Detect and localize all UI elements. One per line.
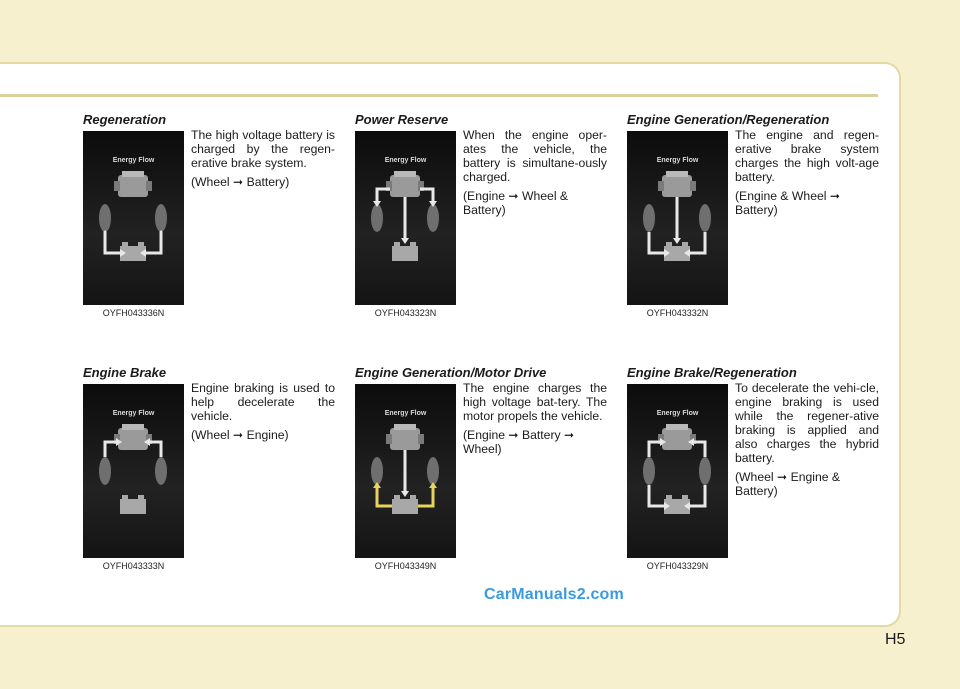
battery-icon bbox=[392, 242, 418, 261]
section-title: Power Reserve bbox=[355, 112, 449, 127]
energy-flow-thumbnail bbox=[627, 131, 728, 305]
thumbnail-label: Energy Flow bbox=[656, 157, 699, 164]
thumbnail-label: Energy Flow bbox=[656, 410, 699, 417]
flow-text: (Wheel ➞ Engine & Battery) bbox=[735, 470, 841, 498]
flow-text: (Engine ➞ Battery ➞ Wheel) bbox=[463, 428, 575, 456]
flow-arrow bbox=[146, 232, 161, 253]
section-engine-brake-regeneration bbox=[627, 365, 882, 585]
flow-arrow bbox=[690, 232, 705, 253]
engine-icon bbox=[386, 171, 424, 197]
wheel-icon bbox=[371, 457, 383, 485]
wheel-icon bbox=[427, 204, 439, 232]
section-description bbox=[463, 128, 607, 217]
page-number: H5 bbox=[885, 631, 906, 648]
engine-icon bbox=[658, 424, 696, 450]
section-title: Engine Brake bbox=[83, 365, 167, 380]
energy-flow-thumbnail bbox=[83, 384, 184, 558]
battery-icon bbox=[120, 495, 146, 514]
energy-flow-thumbnail bbox=[627, 384, 728, 558]
section-description bbox=[735, 128, 879, 217]
wheel-icon bbox=[643, 204, 655, 232]
wheel-icon bbox=[371, 204, 383, 232]
header-rule bbox=[0, 94, 878, 97]
description-text: To decelerate the vehi-cle, engine braking is used while the regener-ative braking is applied and also charges the hybrid battery. bbox=[735, 381, 879, 465]
flow-text: (Wheel ➞ Battery) bbox=[191, 175, 290, 189]
energy-flow-thumbnail bbox=[83, 131, 184, 305]
section-description bbox=[191, 381, 335, 442]
section-description bbox=[191, 128, 335, 189]
wheel-icon bbox=[643, 457, 655, 485]
section-title: Regeneration bbox=[83, 112, 167, 127]
engine-icon bbox=[658, 171, 696, 197]
flow-arrow bbox=[690, 485, 705, 506]
section-engine-generation-motor-drive bbox=[355, 365, 610, 585]
battery-icon bbox=[664, 495, 690, 514]
image-code: OYFH043349N bbox=[374, 561, 437, 571]
section-title: Engine Generation/Regeneration bbox=[627, 112, 830, 127]
engine-icon bbox=[114, 424, 152, 450]
thumbnail-label: Energy Flow bbox=[384, 157, 427, 164]
wheel-icon bbox=[699, 204, 711, 232]
wheel-icon bbox=[155, 457, 167, 485]
watermark[interactable]: CarManuals2.com bbox=[484, 586, 624, 603]
image-code: OYFH043333N bbox=[102, 561, 165, 571]
flow-arrow bbox=[649, 232, 664, 253]
flow-arrow bbox=[649, 485, 664, 506]
description-text: The high voltage battery is charged by the regen-erative brake system. bbox=[191, 128, 335, 170]
description-text: The engine and regen-erative brake system charges the high volt-age battery. bbox=[735, 128, 879, 184]
section-title: Engine Brake/Regeneration bbox=[627, 365, 797, 380]
battery-icon bbox=[392, 495, 418, 514]
thumbnail-label: Energy Flow bbox=[112, 410, 155, 417]
flow-arrow bbox=[377, 485, 392, 506]
battery-icon bbox=[664, 242, 690, 261]
flow-text: (Wheel ➞ Engine) bbox=[191, 428, 289, 442]
section-regeneration bbox=[83, 112, 338, 332]
section-description bbox=[735, 381, 879, 498]
image-code: OYFH043336N bbox=[102, 308, 165, 318]
section-power-reserve bbox=[355, 112, 610, 332]
battery-icon bbox=[120, 242, 146, 261]
wheel-icon bbox=[99, 204, 111, 232]
thumbnail-label: Energy Flow bbox=[384, 410, 427, 417]
flow-arrow bbox=[418, 485, 433, 506]
image-code: OYFH043329N bbox=[646, 561, 709, 571]
section-engine-brake bbox=[83, 365, 338, 585]
image-code: OYFH043332N bbox=[646, 308, 709, 318]
energy-flow-thumbnail bbox=[355, 131, 456, 305]
flow-text: (Engine & Wheel ➞ Battery) bbox=[735, 189, 841, 217]
section-title: Engine Generation/Motor Drive bbox=[355, 365, 547, 380]
section-description bbox=[463, 381, 607, 456]
wheel-icon bbox=[427, 457, 439, 485]
flow-text: (Engine ➞ Wheel & Battery) bbox=[463, 189, 569, 217]
engine-icon bbox=[114, 171, 152, 197]
thumbnail-label: Energy Flow bbox=[112, 157, 155, 164]
description-text: The engine charges the high voltage bat-tery. The motor propels the vehicle. bbox=[463, 381, 607, 423]
image-code: OYFH043323N bbox=[374, 308, 437, 318]
section-engine-generation-regeneration bbox=[627, 112, 882, 332]
wheel-icon bbox=[155, 204, 167, 232]
wheel-icon bbox=[699, 457, 711, 485]
engine-icon bbox=[386, 424, 424, 450]
description-text: Engine braking is used to help decelerate the vehicle. bbox=[191, 381, 335, 423]
description-text: When the engine oper-ates the vehicle, the battery is simultane-ously charged. bbox=[463, 128, 607, 184]
energy-flow-thumbnail bbox=[355, 384, 456, 558]
wheel-icon bbox=[99, 457, 111, 485]
flow-arrow bbox=[105, 232, 120, 253]
